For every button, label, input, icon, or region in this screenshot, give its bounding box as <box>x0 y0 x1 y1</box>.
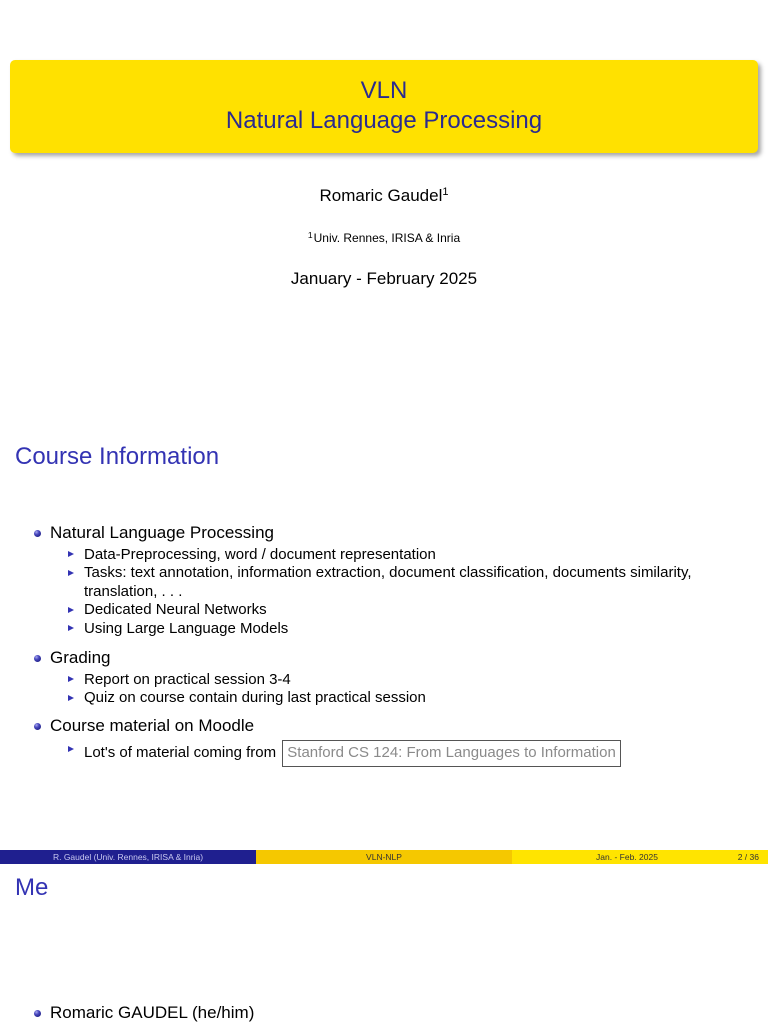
course-information-list <box>0 523 768 767</box>
triangle-bullet-icon <box>68 625 74 631</box>
sub-list-item-label-continued: translation, . . . <box>84 582 183 600</box>
triangle-bullet-icon <box>68 607 74 613</box>
list-item-label: Grading <box>50 648 111 667</box>
affiliation: Univ. Rennes, IRISA & Inria <box>313 231 461 245</box>
presentation-date: January - February 2025 <box>290 269 478 288</box>
sub-list-item-label: Data-Preprocessing, word / document representation <box>84 545 436 563</box>
triangle-bullet-icon <box>68 570 74 576</box>
sub-list-item <box>0 671 768 690</box>
author-name: Romaric Gaudel <box>319 186 443 205</box>
list-item-nlp <box>0 523 768 638</box>
frame-title-course-information: Course Information <box>15 443 220 470</box>
presentation-title: VLN <box>360 77 408 104</box>
frame-title-me: Me <box>15 874 49 901</box>
list-item-name <box>0 1003 768 1023</box>
sub-list-item-label: Lot's of material coming from <box>84 744 277 761</box>
sub-list-item <box>0 689 768 708</box>
sub-list-item <box>0 546 768 565</box>
triangle-bullet-icon <box>68 695 74 701</box>
list-item-label: Course material on Moodle <box>50 716 255 735</box>
presentation-subtitle: Natural Language Processing <box>225 107 543 134</box>
sub-list-item-label: Using Large Language Models <box>84 619 289 637</box>
author-footnote-mark: 1 <box>442 186 449 198</box>
triangle-bullet-icon <box>68 746 74 752</box>
sub-list-item <box>0 601 768 620</box>
sub-list-item-label: Quiz on course contain during last practical session <box>84 689 426 706</box>
sub-list-item <box>0 620 768 639</box>
ball-bullet-icon <box>34 530 41 537</box>
footer-date-page <box>512 850 768 864</box>
affiliation-line <box>0 230 768 247</box>
title-box <box>10 60 758 153</box>
footer-page-number: 2 / 36 <box>737 852 759 862</box>
slide-footer <box>0 850 768 864</box>
ball-bullet-icon <box>34 723 41 730</box>
list-item-course-material <box>0 716 768 767</box>
stanford-cs124-link[interactable]: Stanford CS 124: From Languages to Information <box>282 740 621 767</box>
sub-list-item <box>0 564 768 601</box>
sub-list-item-label: Tasks: text annotation, information extraction, document classification, documents similarity, <box>84 564 692 581</box>
sub-list-item-label: Report on practical session 3-4 <box>84 670 291 688</box>
list-item-label: Romaric GAUDEL (he/him) <box>50 1003 255 1022</box>
sub-list <box>50 546 768 639</box>
ball-bullet-icon <box>34 1010 41 1017</box>
sub-list-item <box>0 740 768 767</box>
sub-list <box>50 740 768 767</box>
affiliation-footnote-mark: 1 <box>307 230 313 240</box>
list-item-grading <box>0 648 768 708</box>
footer-short-title: VLN-NLP <box>256 850 512 864</box>
footer-author: R. Gaudel (Univ. Rennes, IRISA & Inria) <box>0 850 256 864</box>
ball-bullet-icon <box>34 655 41 662</box>
triangle-bullet-icon <box>68 551 74 557</box>
author-line <box>0 185 768 209</box>
footer-date: Jan. - Feb. 2025 <box>596 852 658 862</box>
sub-list <box>50 671 768 708</box>
sub-list-item-label: Dedicated Neural Networks <box>84 601 267 618</box>
list-item-label: Natural Language Processing <box>50 523 274 542</box>
me-list <box>0 1003 768 1023</box>
triangle-bullet-icon <box>68 676 74 682</box>
